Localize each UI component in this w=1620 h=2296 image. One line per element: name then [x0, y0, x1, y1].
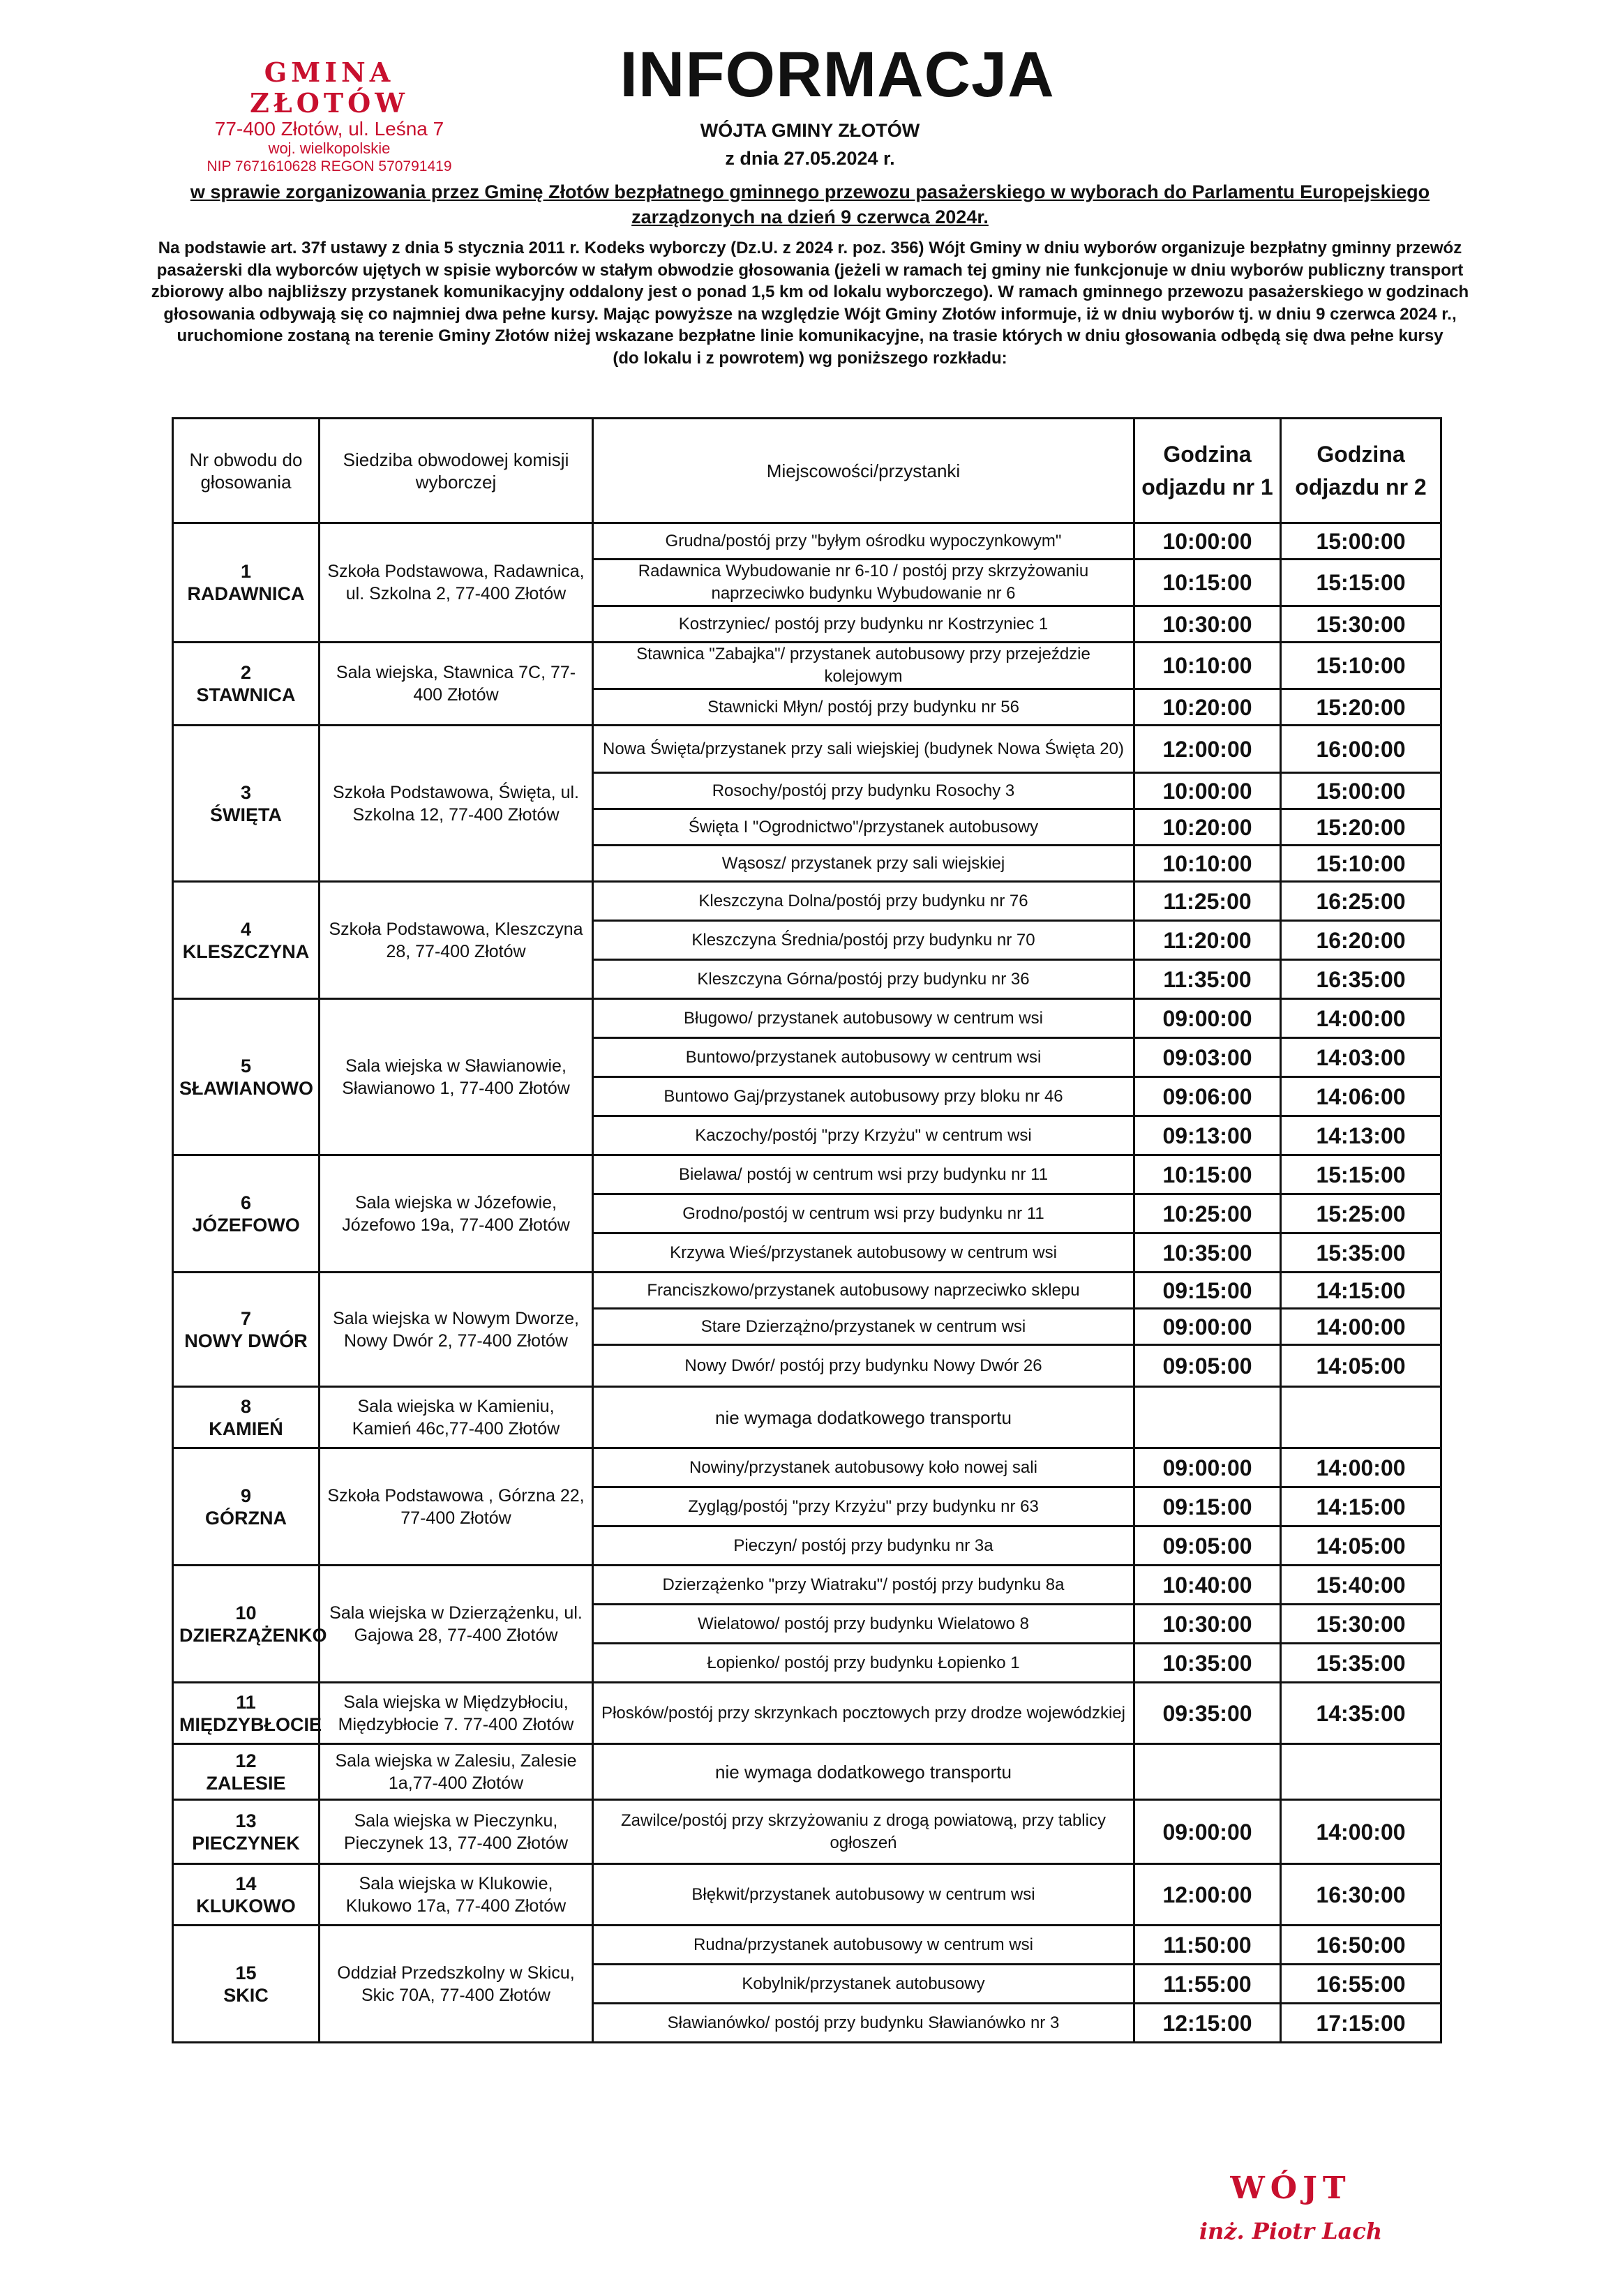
intro-line: zbiorowy albo najbliższy przystanek komunikacyjny oddalony jest o ponad 1,5 km od lokalu wyborczego). W ramach gminnego przewozu pasażerskiego w godzinach: [151, 283, 1469, 301]
departure-1: 09:05:00: [1134, 1526, 1281, 1566]
table-row: [173, 523, 1441, 560]
stop-cell: Bługowo/ przystanek autobusowy w centrum wsi: [593, 999, 1134, 1038]
stop-cell: Kleszczyna Średnia/postój przy budynku nr 70: [593, 921, 1134, 960]
commission-seat: Sala wiejska w Nowym Dworze, Nowy Dwór 2, 77-400 Złotów: [320, 1273, 593, 1387]
district-number: 10: [235, 1602, 257, 1623]
stop-cell: Kostrzyniec/ postój przy budynku nr Kostrzyniec 1: [593, 606, 1134, 643]
commission-seat: Szkoła Podstawowa, Radawnica, ul. Szkolna 2, 77-400 Złotów: [320, 523, 593, 643]
departure-1: 09:05:00: [1134, 1345, 1281, 1387]
departure-2: 14:00:00: [1281, 1309, 1441, 1345]
authority-line: WÓJTA GMINY ZŁOTÓW: [700, 120, 920, 141]
district-name: ŚWIĘTA: [210, 804, 282, 825]
district-number: 7: [240, 1307, 252, 1329]
departure-1: 11:50:00: [1134, 1926, 1281, 1965]
intro-paragraph: [121, 237, 1499, 369]
stop-cell: Nowiny/przystanek autobusowy koło nowej sali: [593, 1448, 1134, 1487]
departure-1: 12:00:00: [1134, 726, 1281, 773]
no-transport-note: nie wymaga dodatkowego transportu: [593, 1387, 1134, 1448]
table-row: [173, 1387, 1441, 1448]
district-cell: [173, 882, 320, 999]
district-name: ZALESIE: [206, 1772, 286, 1794]
departure-1: 09:03:00: [1134, 1038, 1281, 1077]
departure-2: 16:35:00: [1281, 960, 1441, 999]
district-cell: [173, 726, 320, 882]
signature-name: inż. Piotr Lach: [1199, 2218, 1383, 2244]
stop-cell: Pieczyn/ postój przy budynku nr 3a: [593, 1526, 1134, 1566]
commission-seat: Sala wiejska w Klukowie, Klukowo 17a, 77-400 Złotów: [320, 1864, 593, 1926]
stop-cell: Radawnica Wybudowanie nr 6-10 / postój przy skrzyżowaniu naprzeciwko budynku Wybudowanie nr 6: [593, 560, 1134, 606]
signature-block: [1144, 2170, 1437, 2245]
district-name: PIECZYNEK: [192, 1832, 300, 1854]
table-row: [173, 1566, 1441, 1605]
departure-1: 09:00:00: [1134, 999, 1281, 1038]
district-number: 14: [235, 1873, 257, 1894]
intro-line: głosowania odbywają się co najmniej dwa pełne kursy. Mając powyższe na względzie Wójt Gminy Złotów informuje, iż w dniu wyborów tj. w dniu 9 czerwca 2024 r.,: [163, 304, 1457, 324]
intro-line: Na podstawie art. 37f ustawy z dnia 5 stycznia 2011 r. Kodeks wyborczy (Dz.U. z 2024 r. poz. 356) Wójt Gminy w dniu wyborów organizuje bezpłatny gminny przewóz: [158, 239, 1462, 257]
stop-cell: Łopienko/ postój przy budynku Łopienko 1: [593, 1644, 1134, 1683]
table-row: [173, 1864, 1441, 1926]
stop-cell: Buntowo Gaj/przystanek autobusowy przy bloku nr 46: [593, 1077, 1134, 1116]
district-number: 9: [240, 1485, 252, 1506]
district-name: SŁAWIANOWO: [179, 1077, 313, 1099]
departure-1: 10:15:00: [1134, 1155, 1281, 1194]
departure-2: 15:00:00: [1281, 773, 1441, 809]
header-seat: Siedziba obwodowej komisji wyborczej: [320, 419, 593, 523]
district-number: 6: [240, 1192, 252, 1213]
stop-cell: Nowa Święta/przystanek przy sali wiejskiej (budynek Nowa Święta 20): [593, 726, 1134, 773]
departure-2: 15:30:00: [1281, 1605, 1441, 1644]
departure-2: 16:55:00: [1281, 1965, 1441, 2004]
stop-cell: Wąsosz/ przystanek przy sali wiejskiej: [593, 846, 1134, 882]
departure-2: 15:35:00: [1281, 1644, 1441, 1683]
district-cell: [173, 1800, 320, 1864]
district-cell: [173, 1387, 320, 1448]
stop-cell: Kobylnik/przystanek autobusowy: [593, 1965, 1134, 2004]
stop-cell: Krzywa Wieś/przystanek autobusowy w centrum wsi: [593, 1233, 1134, 1273]
intro-line: uruchomione zostaną na terenie Gminy Złotów niżej wskazane bezpłatne linie komunikacyjne, na trasie których w dniu głosowania odbędą się dwa pełne kursy: [177, 327, 1443, 345]
date-line: z dnia 27.05.2024 r.: [725, 148, 895, 169]
district-cell: [173, 643, 320, 726]
signature-title: WÓJT: [1230, 2170, 1351, 2206]
district-cell: [173, 523, 320, 643]
stop-cell: Błękwit/przystanek autobusowy w centrum wsi: [593, 1864, 1134, 1926]
intro-line: (do lokalu i z powrotem) wg poniższego rozkładu:: [613, 348, 1007, 368]
departure-1: 10:35:00: [1134, 1644, 1281, 1683]
departure-2: 14:05:00: [1281, 1526, 1441, 1566]
district-cell: [173, 999, 320, 1155]
district-number: 4: [240, 918, 252, 940]
district-name: GÓRZNA: [205, 1507, 287, 1529]
stop-cell: Zygląg/postój "przy Krzyżu" przy budynku nr 63: [593, 1487, 1134, 1526]
stop-cell: Grudna/postój przy "byłym ośrodku wypoczynkowym": [593, 523, 1134, 560]
district-name: DZIERZĄŻENKO: [179, 1624, 327, 1646]
departure-2: 15:20:00: [1281, 809, 1441, 846]
departure-1: 09:13:00: [1134, 1116, 1281, 1155]
stop-cell: Rosochy/postój przy budynku Rosochy 3: [593, 773, 1134, 809]
departure-1: [1134, 1387, 1281, 1448]
district-cell: [173, 1448, 320, 1566]
departure-1: 11:20:00: [1134, 921, 1281, 960]
district-cell: [173, 1273, 320, 1387]
departure-1: 11:35:00: [1134, 960, 1281, 999]
commission-seat: Sala wiejska w Dzierzążenku, ul. Gajowa 28, 77-400 Złotów: [320, 1566, 593, 1683]
departure-2: 14:15:00: [1281, 1487, 1441, 1526]
stop-cell: Stawnica "Zabajka"/ przystanek autobusowy przy przejeździe kolejowym: [593, 643, 1134, 689]
district-cell: [173, 1926, 320, 2043]
departure-1: 10:30:00: [1134, 1605, 1281, 1644]
district-name: SKIC: [223, 1984, 269, 2006]
departure-1: 09:06:00: [1134, 1077, 1281, 1116]
departure-2: 15:00:00: [1281, 523, 1441, 560]
table-row: [173, 726, 1441, 773]
departure-1: 10:25:00: [1134, 1194, 1281, 1233]
district-name: JÓZEFOWO: [192, 1214, 300, 1236]
intro-line: pasażerski dla wyborców ujętych w spisie wyborców w stałym obwodzie głosowania (jeżeli w ramach tej gminy nie funkcjonuje w dniu wyborów publiczny transport: [156, 260, 1464, 280]
stop-cell: Dzierzążenko "przy Wiatraku"/ postój przy budynku 8a: [593, 1566, 1134, 1605]
district-number: 5: [240, 1055, 252, 1076]
stop-cell: Kleszczyna Górna/postój przy budynku nr 36: [593, 960, 1134, 999]
table-row: [173, 1800, 1441, 1864]
departure-2: 14:05:00: [1281, 1345, 1441, 1387]
departure-2: 14:00:00: [1281, 1800, 1441, 1864]
stop-cell: Grodno/postój w centrum wsi przy budynku nr 11: [593, 1194, 1134, 1233]
departure-1: 12:15:00: [1134, 2004, 1281, 2043]
stop-cell: Stawnicki Młyn/ postój przy budynku nr 56: [593, 689, 1134, 726]
document-title: INFORMACJA: [620, 39, 1055, 110]
commission-seat: Sala wiejska w Zalesiu, Zalesie 1a,77-400 Złotów: [320, 1744, 593, 1800]
header-departure-2: Godzina odjazdu nr 2: [1281, 419, 1441, 523]
departure-1: 10:30:00: [1134, 606, 1281, 643]
departure-2: 14:35:00: [1281, 1683, 1441, 1744]
departure-2: 15:30:00: [1281, 606, 1441, 643]
departure-1: 11:25:00: [1134, 882, 1281, 921]
departure-1: 10:40:00: [1134, 1566, 1281, 1605]
table-row: [173, 1683, 1441, 1744]
stamp-ids: NIP 7671610628 REGON 570791419: [207, 158, 452, 174]
departure-2: 15:25:00: [1281, 1194, 1441, 1233]
stop-cell: Bielawa/ postój w centrum wsi przy budynku nr 11: [593, 1155, 1134, 1194]
departure-2: 14:00:00: [1281, 1448, 1441, 1487]
stop-cell: Płosków/postój przy skrzynkach pocztowych przy drodze wojewódzkiej: [593, 1683, 1134, 1744]
table-row: [173, 1448, 1441, 1487]
departure-1: 09:35:00: [1134, 1683, 1281, 1744]
departure-2: 15:35:00: [1281, 1233, 1441, 1273]
departure-2: 15:20:00: [1281, 689, 1441, 726]
departure-2: [1281, 1744, 1441, 1800]
departure-1: 09:00:00: [1134, 1448, 1281, 1487]
no-transport-note: nie wymaga dodatkowego transportu: [593, 1744, 1134, 1800]
timetable: [172, 417, 1442, 2043]
departure-1: 09:00:00: [1134, 1309, 1281, 1345]
subject-heading: [119, 179, 1501, 230]
stamp-address: 77-400 Złotów, ul. Leśna 7: [214, 118, 444, 140]
departure-1: 11:55:00: [1134, 1965, 1281, 2004]
stop-cell: Rudna/przystanek autobusowy w centrum wsi: [593, 1926, 1134, 1965]
departure-2: 15:15:00: [1281, 1155, 1441, 1194]
district-cell: [173, 1155, 320, 1273]
stop-cell: Buntowo/przystanek autobusowy w centrum wsi: [593, 1038, 1134, 1077]
departure-2: 14:13:00: [1281, 1116, 1441, 1155]
departure-2: 16:00:00: [1281, 726, 1441, 773]
departure-2: 16:30:00: [1281, 1864, 1441, 1926]
stop-cell: Nowy Dwór/ postój przy budynku Nowy Dwór 26: [593, 1345, 1134, 1387]
table-row: [173, 999, 1441, 1038]
stop-cell: Sławianówko/ postój przy budynku Sławianówko nr 3: [593, 2004, 1134, 2043]
departure-1: 09:00:00: [1134, 1800, 1281, 1864]
stop-cell: Franciszkowo/przystanek autobusowy naprzeciwko sklepu: [593, 1273, 1134, 1309]
commission-seat: Oddział Przedszkolny w Skicu, Skic 70A, 77-400 Złotów: [320, 1926, 593, 2043]
district-name: STAWNICA: [196, 684, 296, 705]
stamp-region: woj. wielkopolskie: [268, 140, 391, 157]
district-name: RADAWNICA: [187, 583, 305, 604]
departure-2: 14:15:00: [1281, 1273, 1441, 1309]
district-cell: [173, 1683, 320, 1744]
district-name: KLESZCZYNA: [182, 940, 310, 962]
stop-cell: Zawilce/postój przy skrzyżowaniu z drogą powiatową, przy tablicy ogłoszeń: [593, 1800, 1134, 1864]
commission-seat: Szkoła Podstawowa, Święta, ul. Szkolna 12, 77-400 Złotów: [320, 726, 593, 882]
district-name: MIĘDZYBŁOCIE: [179, 1713, 322, 1735]
stop-cell: Wielatowo/ postój przy budynku Wielatowo 8: [593, 1605, 1134, 1644]
header-stops: Miejscowości/przystanki: [593, 419, 1134, 523]
district-name: KAMIEŃ: [209, 1418, 283, 1439]
commission-seat: Szkoła Podstawowa, Kleszczyna 28, 77-400 Złotów: [320, 882, 593, 999]
departure-1: 10:20:00: [1134, 689, 1281, 726]
departure-2: 15:15:00: [1281, 560, 1441, 606]
district-number: 15: [235, 1962, 257, 1983]
table-row: [173, 1744, 1441, 1800]
district-number: 12: [235, 1750, 257, 1771]
subject-line-1: w sprawie zorganizowania przez Gminę Złotów bezpłatnego gminnego przewozu pasażerskiego w wyborach do Parlamentu Europejskiego: [190, 181, 1430, 202]
timetable-body: [173, 523, 1441, 2043]
district-name: NOWY DWÓR: [184, 1330, 308, 1351]
commission-seat: Szkoła Podstawowa , Górzna 22, 77-400 Złotów: [320, 1448, 593, 1566]
commission-seat: Sala wiejska, Stawnica 7C, 77-400 Złotów: [320, 643, 593, 726]
header-district: Nr obwodu do głosowania: [173, 419, 320, 523]
table-row: [173, 1273, 1441, 1309]
district-cell: [173, 1566, 327, 1683]
stamp-name: GMINA ZŁOTÓW: [250, 57, 409, 119]
table-row: [173, 882, 1441, 921]
district-number: 2: [240, 662, 252, 683]
district-name: KLUKOWO: [196, 1895, 296, 1916]
district-number: 1: [240, 561, 252, 582]
stop-cell: Kleszczyna Dolna/postój przy budynku nr 76: [593, 882, 1134, 921]
district-number: 13: [235, 1810, 257, 1831]
departure-2: 16:20:00: [1281, 921, 1441, 960]
departure-1: 10:20:00: [1134, 809, 1281, 846]
commission-seat: Sala wiejska w Józefowie, Józefowo 19a, 77-400 Złotów: [320, 1155, 593, 1273]
departure-1: 09:15:00: [1134, 1273, 1281, 1309]
stop-cell: Święta I "Ogrodnictwo"/przystanek autobusowy: [593, 809, 1134, 846]
stop-cell: Kaczochy/postój "przy Krzyżu" w centrum wsi: [593, 1116, 1134, 1155]
commission-seat: Sala wiejska w Kamieniu, Kamień 46c,77-400 Złotów: [320, 1387, 593, 1448]
departure-2: 17:15:00: [1281, 2004, 1441, 2043]
departure-2: 14:00:00: [1281, 999, 1441, 1038]
district-cell: [173, 1864, 320, 1926]
district-number: 11: [236, 1691, 256, 1713]
departure-2: 14:06:00: [1281, 1077, 1441, 1116]
departure-2: 15:10:00: [1281, 846, 1441, 882]
departure-1: 10:10:00: [1134, 643, 1281, 689]
table-row: [173, 1155, 1441, 1194]
departure-1: 09:15:00: [1134, 1487, 1281, 1526]
departure-2: 14:03:00: [1281, 1038, 1441, 1077]
district-number: 3: [240, 781, 252, 803]
table-row: [173, 1926, 1441, 1965]
table-row: [173, 643, 1441, 689]
departure-1: 10:15:00: [1134, 560, 1281, 606]
departure-1: 10:00:00: [1134, 523, 1281, 560]
departure-1: [1134, 1744, 1281, 1800]
district-cell: [173, 1744, 320, 1800]
departure-2: [1281, 1387, 1441, 1448]
district-number: 8: [240, 1395, 252, 1417]
departure-2: 16:50:00: [1281, 1926, 1441, 1965]
commission-seat: Sala wiejska w Pieczynku, Pieczynek 13, 77-400 Złotów: [320, 1800, 593, 1864]
departure-1: 10:10:00: [1134, 846, 1281, 882]
departure-1: 10:00:00: [1134, 773, 1281, 809]
commission-seat: Sala wiejska w Sławianowie, Sławianowo 1, 77-400 Złotów: [320, 999, 593, 1155]
departure-2: 16:25:00: [1281, 882, 1441, 921]
departure-2: 15:10:00: [1281, 643, 1441, 689]
departure-2: 15:40:00: [1281, 1566, 1441, 1605]
header-departure-1: Godzina odjazdu nr 1: [1134, 419, 1281, 523]
stop-cell: Stare Dzierzążno/przystanek w centrum wsi: [593, 1309, 1134, 1345]
commission-seat: Sala wiejska w Międzybłociu, Międzybłocie 7. 77-400 Złotów: [320, 1683, 593, 1744]
subject-line-2: zarządzonych na dzień 9 czerwca 2024r.: [631, 207, 989, 227]
departure-1: 12:00:00: [1134, 1864, 1281, 1926]
departure-1: 10:35:00: [1134, 1233, 1281, 1273]
